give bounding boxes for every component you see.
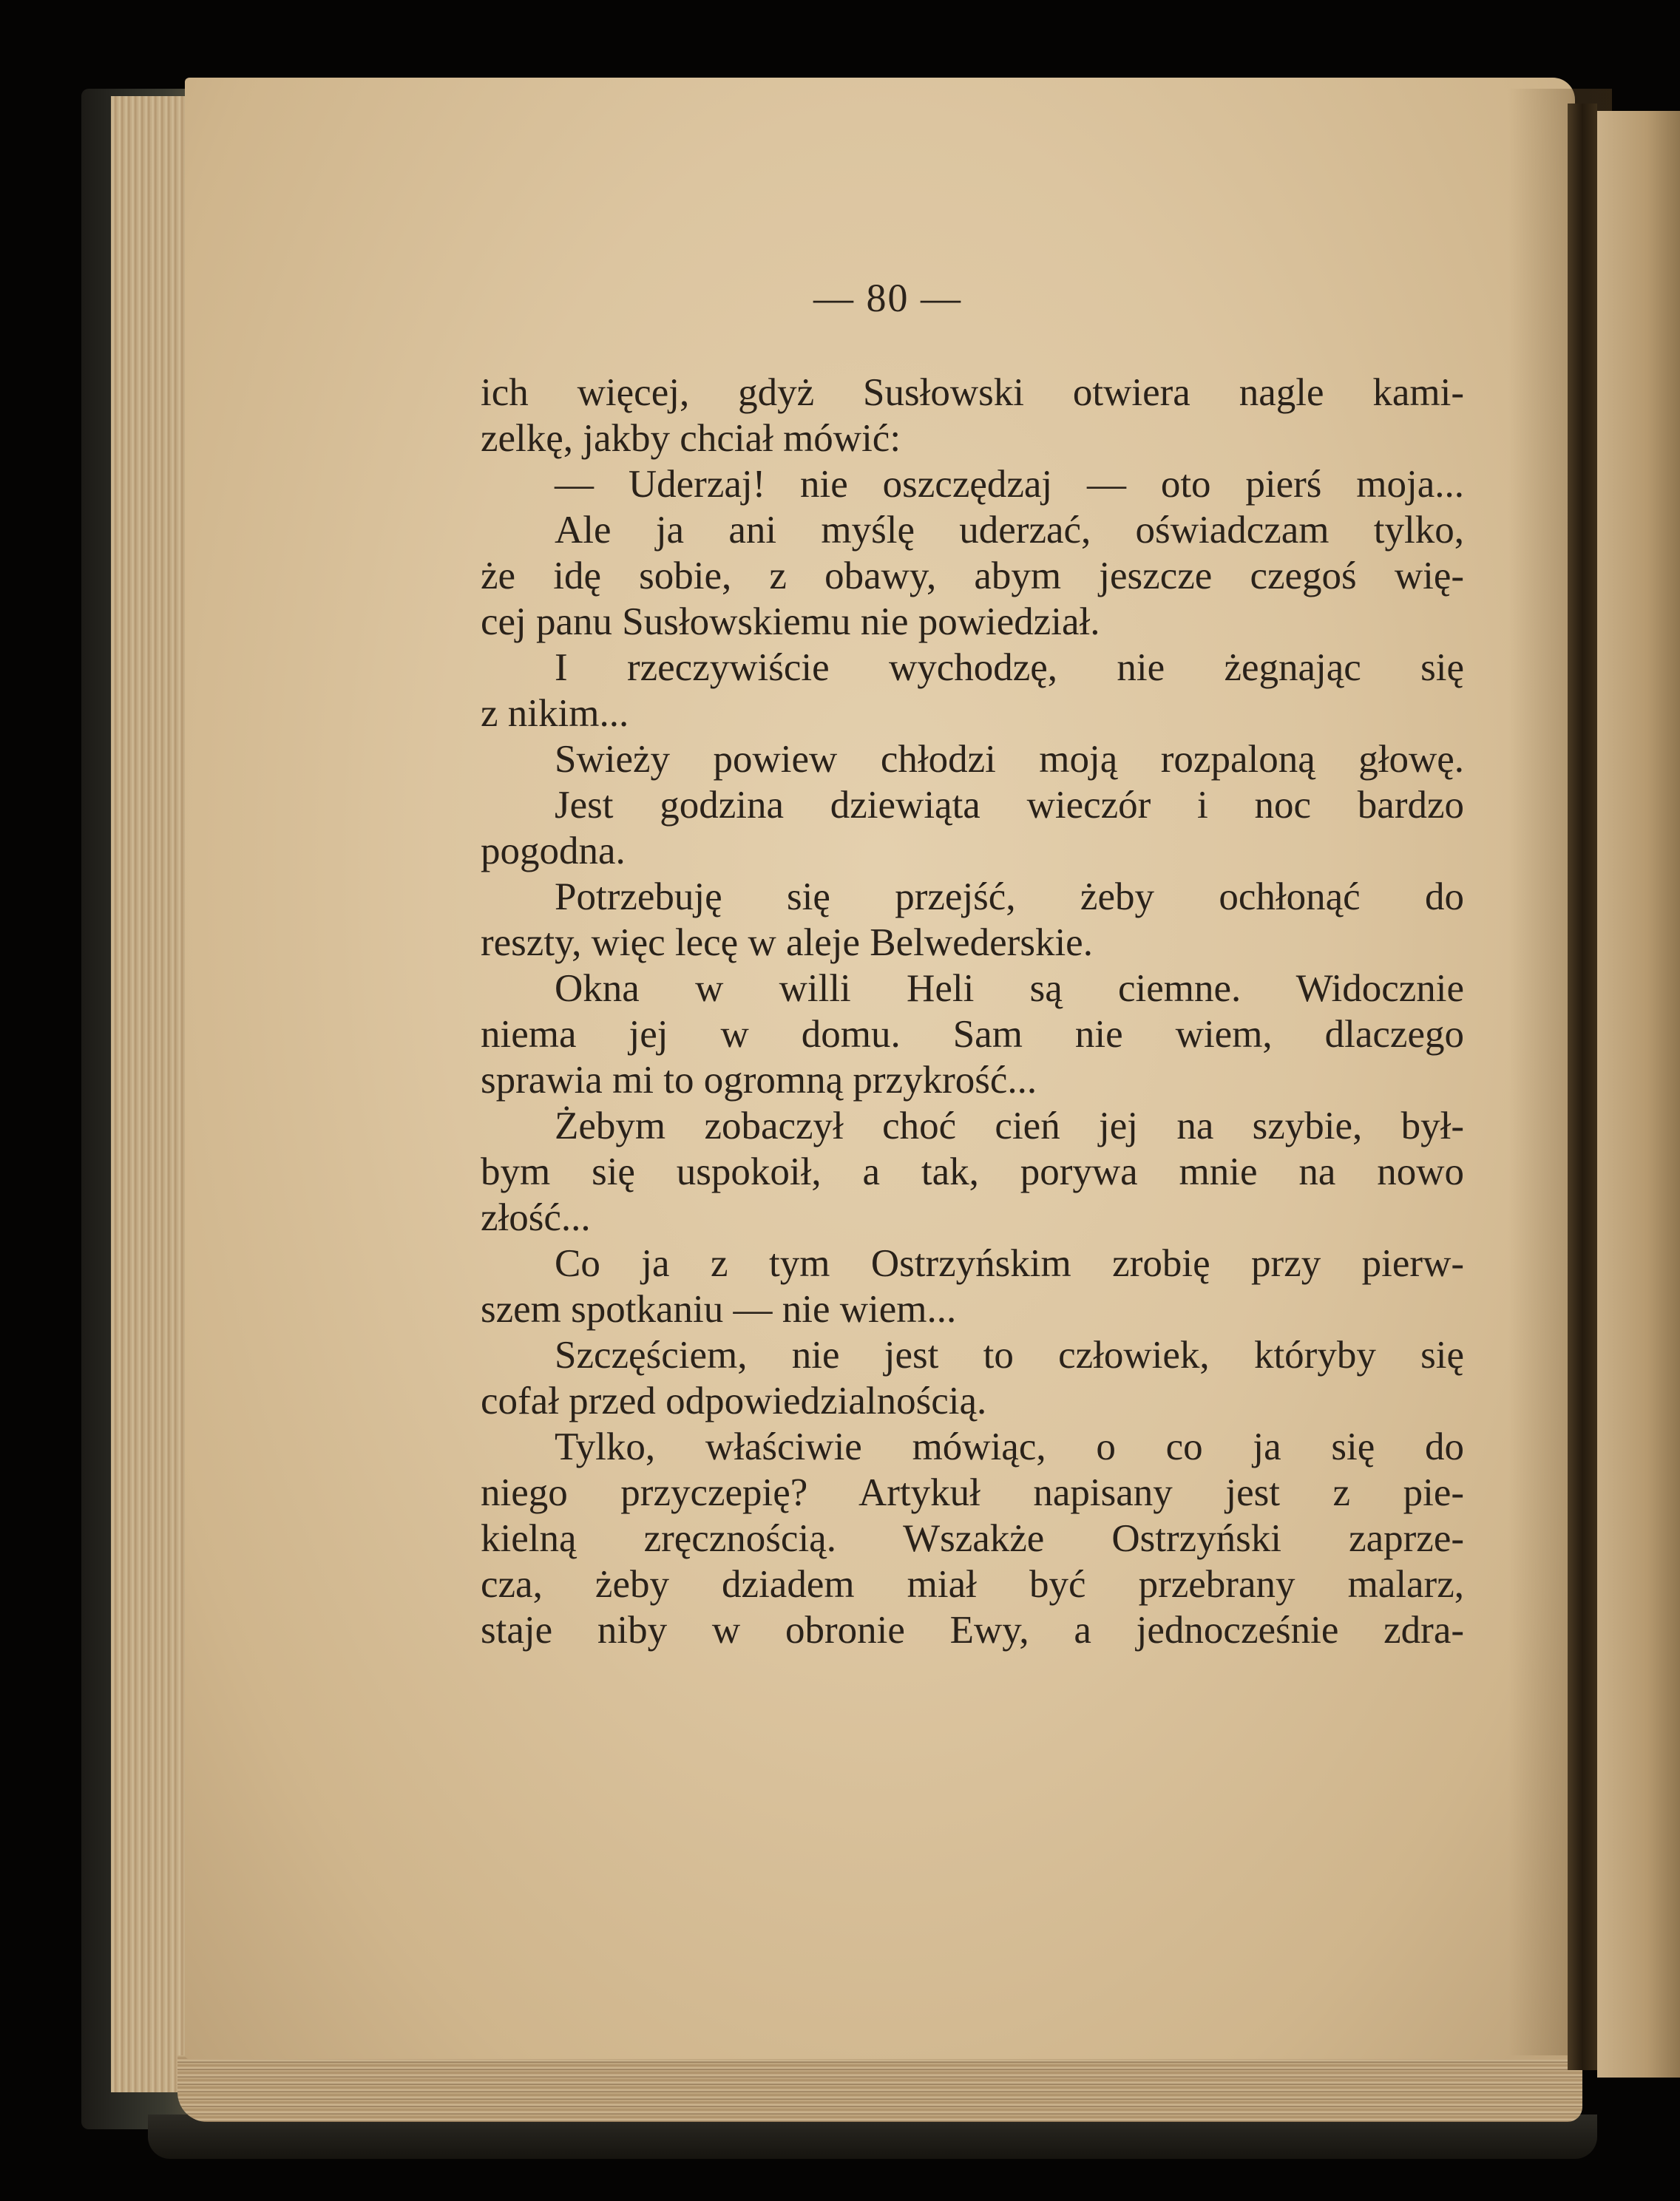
book-gutter [1568, 104, 1597, 2070]
text-line: Ale ja ani myślę uderzać, oświadczam tylko, [555, 509, 1464, 552]
text-line: — Uderzaj! nie oszczędzaj — oto pierś moja... [555, 463, 1464, 506]
text-line: niema jej w domu. Sam nie wiem, dlaczego [481, 1013, 1464, 1056]
text-line: Żebym zobaczył choć cień jej na szybie, był- [555, 1105, 1464, 1147]
text-line: Jest godzina dziewiąta wieczór i noc bardzo [555, 784, 1464, 827]
page-edge-bottom [177, 2055, 1582, 2122]
text-line: z nikim... [481, 692, 629, 735]
body-text [481, 370, 1464, 1653]
adjacent-page-edge [1597, 111, 1680, 2078]
text-line: kielną zręcznością. Wszakże Ostrzyński zaprze- [481, 1517, 1464, 1560]
text-line: Szczęściem, nie jest to człowiek, któryby się [555, 1334, 1464, 1377]
text-line: cza, żeby dziadem miał być przebrany malarz, [481, 1563, 1464, 1606]
text-line: złość... [481, 1196, 591, 1239]
text-line: Potrzebuję się przejść, żeby ochłonąć do [555, 875, 1464, 918]
text-line: I rzeczywiście wychodzę, nie żegnając się [555, 646, 1464, 689]
text-line: Okna w willi Heli są ciemne. Widocznie [555, 967, 1464, 1010]
text-line: staje niby w obronie Ewy, a jednocześnie zdra- [481, 1609, 1464, 1652]
text-line: że idę sobie, z obawy, abym jeszcze czegoś wię- [481, 555, 1464, 597]
text-line: reszty, więc lecę w aleje Belwederskie. [481, 921, 1093, 964]
text-line: bym się uspokoił, a tak, porywa mnie na nowo [481, 1150, 1464, 1193]
text-line: Swieży powiew chłodzi moją rozpaloną głowę. [555, 738, 1464, 781]
text-line: cofał przed odpowiedzialnością. [481, 1380, 987, 1422]
page-number: — 80 — [813, 276, 962, 320]
text-line: pogodna. [481, 830, 626, 872]
text-line: ich więcej, gdyż Susłowski otwiera nagle kami- [481, 371, 1464, 414]
text-line: sprawia mi to ogromną przykrość... [481, 1059, 1037, 1102]
text-line: Tylko, właściwie mówiąc, o co ja się do [555, 1425, 1464, 1468]
text-line: cej panu Susłowskiemu nie powiedział. [481, 600, 1100, 643]
text-line: niego przyczepię? Artykuł napisany jest z pie- [481, 1471, 1464, 1514]
text-line: Co ja z tym Ostrzyńskim zrobię przy pierw- [555, 1242, 1464, 1285]
text-line: szem spotkaniu — nie wiem... [481, 1288, 957, 1331]
text-line: zelkę, jakby chciał mówić: [481, 417, 901, 460]
